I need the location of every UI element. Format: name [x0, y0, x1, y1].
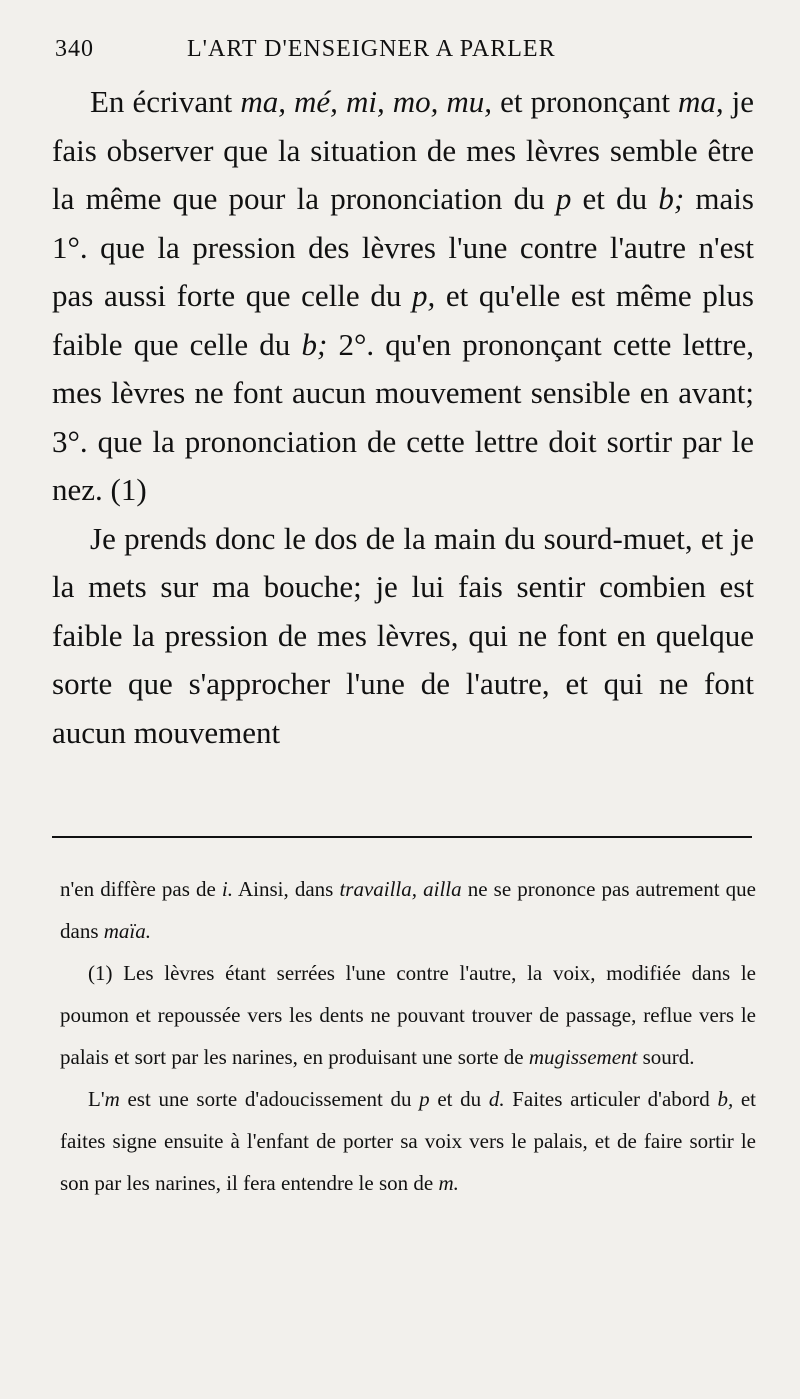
italic-run: p, — [411, 278, 436, 313]
text-run: mais 1°. que la pression des lèvres l'une contre l'autre n'est pas aussi forte que celle du — [52, 181, 754, 313]
paragraph-2: Je prends donc le dos de la main du sourd-muet, et je la mets sur ma bouche; je lui fais sentir combien est faible la pression de mes lèvres, qui ne font en quelque sorte que s'approcher l'une de l'autre, et qui ne font aucun mouvement — [52, 520, 754, 750]
italic-run: b, — [717, 1087, 734, 1111]
italic-run: i. — [221, 877, 234, 901]
text-run: n'en diffère pas de — [60, 877, 222, 901]
text-run: ne se prononce pas autrement que dans — [60, 877, 756, 943]
footnote-divider — [52, 836, 752, 838]
text-run: 2°. qu'en prononçant cette lettre, mes lèvres ne font aucun mouvement sensible en avant; 3°. que la prononciation de cette lettre doit sortir par le nez. (1) — [52, 326, 754, 507]
text-run: Ainsi, dans — [233, 877, 340, 901]
footnotes — [60, 868, 756, 1204]
italic-run: maïa. — [103, 919, 151, 943]
italic-run: m — [104, 1087, 120, 1111]
paragraph-1 — [52, 78, 754, 515]
text-run: En écrivant — [90, 84, 241, 119]
text-run: Faites articuler d'abord — [504, 1087, 718, 1111]
main-text — [52, 78, 754, 757]
italic-run: ma, — [677, 84, 724, 119]
italic-run: p — [555, 181, 572, 216]
italic-run: m. — [438, 1171, 459, 1195]
text-run: et prononçant — [492, 84, 678, 119]
running-title: L'ART D'ENSEIGNER A PARLER — [187, 36, 556, 62]
italic-run: mugissement — [528, 1045, 638, 1069]
italic-run: travailla, ailla — [339, 877, 462, 901]
text-run: est une sorte d'adoucissement du — [119, 1087, 420, 1111]
text-run: sourd. — [637, 1045, 695, 1069]
text-run: et du — [571, 181, 659, 216]
italic-run: d. — [488, 1087, 505, 1111]
text-run: et du — [429, 1087, 489, 1111]
text-run: (1) Les lèvres étant serrées l'une contre l'autre, la voix, modifiée dans le poumon et repoussée vers les dents ne pouvant trouver de passage, reflue vers le palais et sort par les narines, en produisant une sorte de — [60, 961, 756, 1069]
footnote-1 — [60, 952, 756, 1078]
text-run: et faites signe ensuite à l'enfant de porter sa voix vers le palais, et de faire sortir le son par les narines, il fera entendre le son de — [60, 1087, 757, 1195]
footnote-2 — [60, 1078, 756, 1204]
text-run: et qu'elle est même plus faible que celle du — [52, 278, 754, 362]
page-number: 340 — [55, 36, 94, 62]
text-run: je fais observer que la situation de mes lèvres semble être la même que pour la prononciation du — [52, 84, 755, 216]
italic-run: b; — [658, 181, 685, 216]
italic-run: p — [419, 1087, 430, 1111]
footnote-continuation — [60, 868, 756, 952]
italic-run: ma, mé, mi, mo, mu, — [240, 84, 493, 119]
italic-run: b; — [301, 326, 328, 362]
text-run: L' — [88, 1087, 105, 1111]
